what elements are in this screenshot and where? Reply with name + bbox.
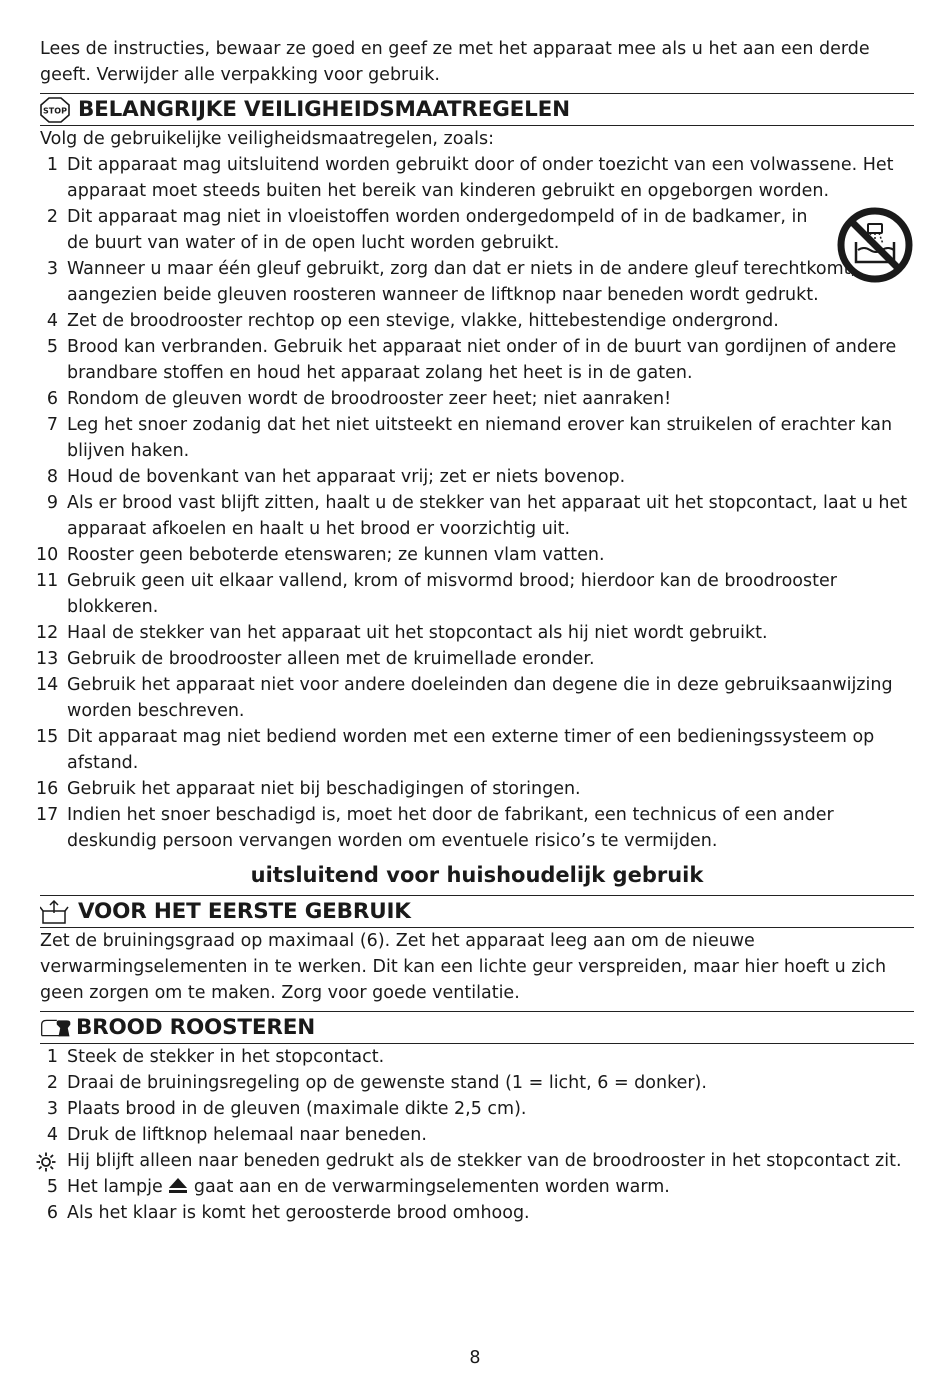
safety-title: BELANGRIJKE VEILIGHEIDSMAATREGELEN: [78, 97, 570, 122]
safety-lead: Volg de gebruikelijke veiligheidsmaatregelen, zoals:: [40, 129, 495, 149]
list-item: 5 Het lampje gaat aan en de verwarmingselementen worden warm.: [46, 1177, 670, 1197]
list-item: 17 Indien het snoer beschadigd is, moet het door de fabrikant, een technicus of een ander deskundig persoon vervangen worden om eventuele risico’s te vermijden.: [36, 805, 834, 851]
sun-icon: [36, 1152, 56, 1172]
list-item: 15 Dit apparaat mag niet bediend worden met een externe timer of een bedieningssysteem op afstand.: [36, 727, 875, 773]
list-item: 16 Gebruik het apparaat niet bij beschadigingen of storingen.: [36, 779, 581, 799]
list-item: 10 Rooster geen beboterde etenswaren; ze kunnen vlam vatten.: [36, 545, 605, 565]
no-water-icon: [836, 206, 914, 284]
list-item: 1 Dit apparaat mag uitsluitend worden gebruikt door of onder toezicht van een volwassene. Het apparaat moet steeds buiten het bereik van kinderen gebruikt en opgeborgen worden.: [46, 155, 894, 201]
list-item: 8 Houd de bovenkant van het apparaat vrij; zet er niets bovenop.: [46, 467, 626, 487]
list-item: 2 Draai de bruiningsregeling op de gewenste stand (1 = licht, 6 = donker).: [46, 1073, 707, 1093]
page-number: 8: [469, 1348, 481, 1368]
list-item: 4 Druk de liftknop helemaal naar beneden.: [46, 1125, 427, 1145]
toasting-title: BROOD ROOSTEREN: [76, 1015, 316, 1040]
unbox-icon: [40, 899, 72, 925]
list-item: 11 Gebruik geen uit elkaar vallend, krom of misvormd brood; hierdoor kan de broodrooster blokkeren.: [36, 571, 837, 617]
list-item: 9 Als er brood vast blijft zitten, haalt u de stekker van het apparaat uit het stopcontact, laat u het apparaat afkoelen en haalt u het brood er voorzichtig uit.: [46, 493, 908, 539]
stop-icon: [40, 97, 72, 123]
first-use-heading: [40, 895, 914, 928]
list-item: 7 Leg het snoer zodanig dat het niet uitsteekt en niemand erover kan struikelen of erachter kan blijven haken.: [46, 415, 893, 461]
list-item: 3 Plaats brood in de gleuven (maximale dikte 2,5 cm).: [46, 1099, 527, 1119]
first-use-title: VOOR HET EERSTE GEBRUIK: [78, 899, 411, 924]
list-item: 12 Haal de stekker van het apparaat uit het stopcontact als hij niet wordt gebruikt.: [36, 623, 768, 643]
household-use-note: uitsluitend voor huishoudelijk gebruik: [250, 863, 704, 887]
list-item: 4 Zet de broodrooster rechtop op een stevige, vlakke, hittebestendige ondergrond.: [46, 311, 779, 331]
toast-icon: [40, 1015, 72, 1041]
intro-text: Lees de instructies, bewaar ze goed en geef ze met het apparaat mee als u het aan een derde geeft. Verwijder alle verpakking voor gebruik.: [40, 39, 870, 85]
list-item: 2 Dit apparaat mag niet in vloeistoffen worden ondergedompeld of in de badkamer, in de buurt van water of in de open lucht worden gebruikt.: [46, 207, 808, 253]
safety-heading: [40, 93, 914, 126]
list-item: 14 Gebruik het apparaat niet voor andere doeleinden dan degene die in deze gebruiksaanwijzing worden beschreven.: [36, 675, 893, 721]
list-item: 6 Rondom de gleuven wordt de broodrooster zeer heet; niet aanraken!: [46, 389, 672, 409]
first-use-text: Zet de bruiningsgraad op maximaal (6). Zet het apparaat leeg aan om de nieuwe verwarmingselementen in te werken. Dit kan een lichte geur verspreiden, maar hier hoeft u zich geen zorgen om te maken. Zorg voor goede ventilatie.: [40, 931, 887, 1003]
toasting-heading: [40, 1011, 914, 1044]
list-item: 1 Steek de stekker in het stopcontact.: [46, 1047, 385, 1067]
list-item: 6 Als het klaar is komt het geroosterde brood omhoog.: [46, 1203, 530, 1223]
toasting-list: [40, 1044, 914, 1226]
list-item-note: Hij blijft alleen naar beneden gedrukt als de stekker van de broodrooster in het stopcontact zit.: [40, 1148, 914, 1174]
manual-page: [36, 36, 914, 1226]
list-item: 13 Gebruik de broodrooster alleen met de kruimellade eronder.: [36, 649, 595, 669]
svg-text:STOP: STOP: [43, 106, 67, 115]
safety-list: [36, 152, 914, 854]
eject-icon: [168, 1176, 188, 1193]
list-item: 3 Wanneer u maar één gleuf gebruikt, zorg dan dat er niets in de andere gleuf terechtkomt, aangezien beide gleuven roosteren wanneer de liftknop naar beneden wordt gedrukt.: [46, 259, 857, 305]
list-item: 5 Brood kan verbranden. Gebruik het apparaat niet onder of in de buurt van gordijnen of andere brandbare stoffen en houd het apparaat zolang het heet is in de gaten.: [46, 337, 897, 383]
